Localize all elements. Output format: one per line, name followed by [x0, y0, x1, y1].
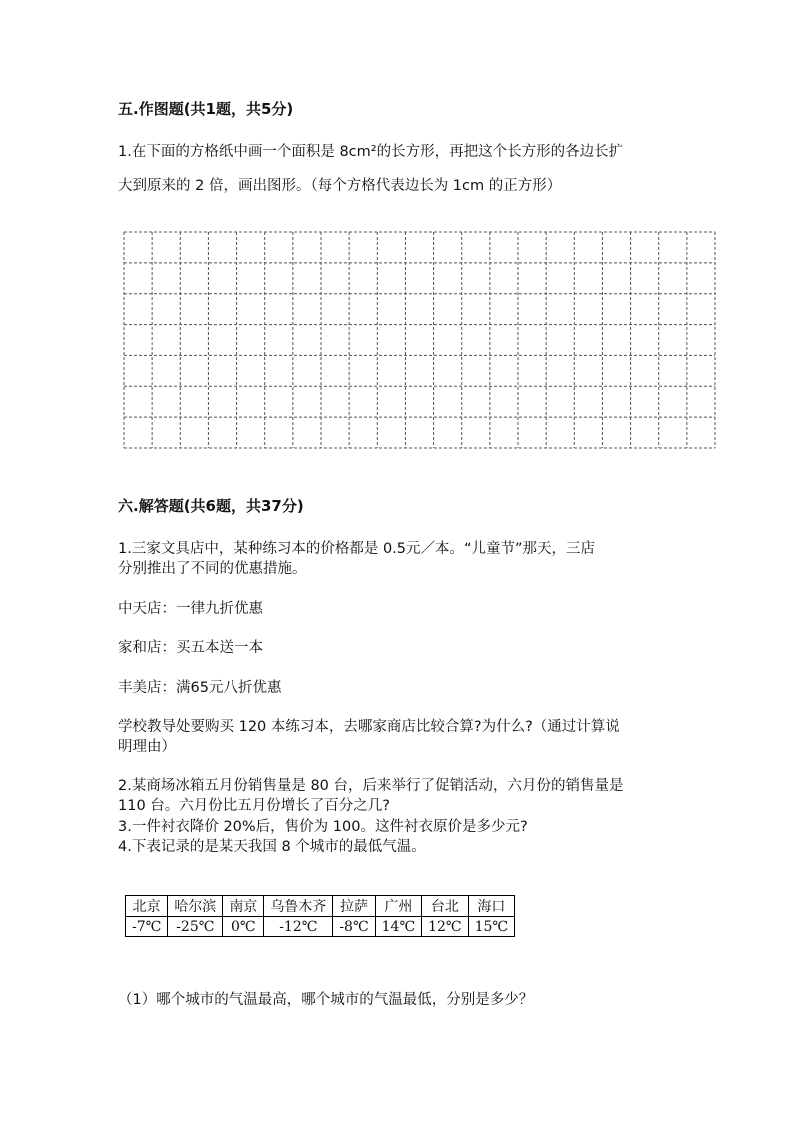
section-6-question-4: 4.下表记录的是某天我国 8 个城市的最低气温。 — [118, 839, 426, 855]
square-grid-paper — [123, 231, 716, 449]
section-6-question-1-line-1: 1.三家文具店中，某种练习本的价格都是 0.5元／本。“儿童节”那天，三店 — [118, 541, 596, 557]
section-6-question-4-sub-1: （1）哪个城市的气温最高，哪个城市的气温最低，分别是多少？ — [118, 992, 534, 1008]
table-cell: 广州 — [375, 896, 421, 917]
section-5-heading: 五.作图题(共1题，共5分) — [118, 100, 294, 118]
section-6-question-3: 3.一件衬衣降价 20%后，售价为 100。这件衬衣原价是多少元? — [118, 819, 528, 835]
section-6-question-1-ask-line-1: 学校教导处要购买 120 本练习本，去哪家商店比较合算?为什么?（通过计算说 — [118, 719, 620, 735]
store-2-offer: 家和店：买五本送一本 — [118, 640, 263, 656]
table-cell: 14℃ — [375, 917, 421, 937]
table-cell: 12℃ — [422, 917, 468, 937]
store-3-offer: 丰美店：满65元八折优惠 — [118, 680, 282, 696]
table-cell: -7℃ — [126, 917, 168, 937]
table-cell: -25℃ — [168, 917, 223, 937]
section-6-question-2-line-1: 2.某商场冰箱五月份销售量是 80 台，后来举行了促销活动，六月份的销售量是 — [118, 778, 624, 794]
section-6-question-1-line-2: 分别推出了不同的优惠措施。 — [118, 561, 307, 577]
section-5-question-1-line-2: 大到原来的 2 倍，画出图形。（每个方格代表边长为 1cm 的正方形） — [118, 178, 562, 194]
table-cell: 0℃ — [223, 917, 264, 937]
table-row — [126, 917, 515, 937]
section-6-question-1-ask-line-2: 明理由） — [118, 739, 176, 755]
grid-svg — [123, 231, 716, 449]
table-cell: 南京 — [223, 896, 264, 917]
table-cell: -12℃ — [264, 917, 333, 937]
section-6-question-2-line-2: 110 台。六月份比五月份增长了百分之几? — [118, 798, 390, 814]
section-6-heading: 六.解答题(共6题，共37分) — [118, 497, 304, 515]
section-5-question-1-line-1: 1.在下面的方格纸中画一个面积是 8cm²的长方形，再把这个长方形的各边长扩 — [118, 144, 624, 160]
table-cell: 北京 — [126, 896, 168, 917]
table-cell: 乌鲁木齐 — [264, 896, 333, 917]
store-1-offer: 中天店：一律九折优惠 — [118, 601, 263, 617]
table-header-row — [126, 896, 515, 917]
table-cell: 台北 — [422, 896, 468, 917]
table-cell: 15℃ — [468, 917, 514, 937]
table-cell: 哈尔滨 — [168, 896, 223, 917]
table-cell: 拉萨 — [333, 896, 375, 917]
table-cell: 海口 — [468, 896, 514, 917]
table-cell: -8℃ — [333, 917, 375, 937]
city-temperature-table — [125, 895, 515, 937]
